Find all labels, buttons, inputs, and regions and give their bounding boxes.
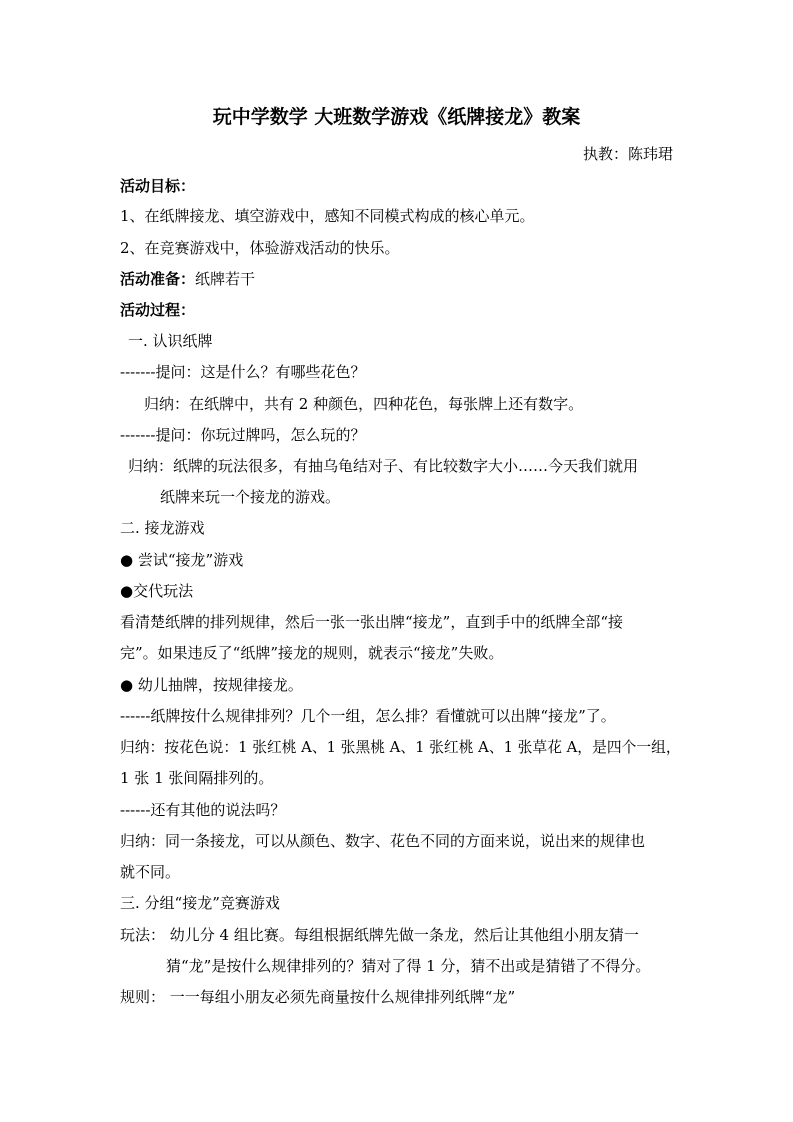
section-1-question-1: -------提问：这是什么？有哪些花色？	[120, 363, 366, 381]
section-1-question-2: -------提问：你玩过牌吗，怎么玩的？	[120, 426, 366, 444]
goal-2: 2、在竞赛游戏中，体验游戏活动的快乐。	[120, 239, 400, 257]
section-1-answer-1: 归纳：在纸牌中，共有 2 种颜色，四种花色，每张牌上还有数字。	[144, 395, 584, 413]
prep-label: 活动准备：	[120, 270, 196, 288]
section-2-answer-1-line-1: 归纳：按花色说：1 张红桃 A、1 张黑桃 A、1 张红桃 A、1 张草花 A，是四个一组，	[120, 738, 681, 756]
goals-heading: 活动目标：	[120, 177, 196, 195]
section-2-paragraph-line-1: 看清楚纸牌的排列规律，然后一张一张出牌“接龙”，直到手中的纸牌全部“接	[120, 613, 624, 631]
process-heading: 活动过程：	[120, 301, 196, 319]
section-2-bullet-1: ● 尝试“接龙”游戏	[120, 551, 244, 569]
section-2-answer-1-line-2: 1 张 1 张间隔排列的。	[120, 769, 274, 787]
prep-text: 纸牌若干	[195, 270, 256, 288]
goal-1: 1、在纸牌接龙、填空游戏中，感知不同模式构成的核心单元。	[120, 207, 535, 225]
document-title: 玩中学数学 大班数学游戏《纸牌接龙》教案	[212, 106, 581, 128]
section-2-question-1: ------纸牌按什么规律排列？几个一组，怎么排？看懂就可以出牌“接龙”了。	[120, 707, 616, 725]
section-2-bullet-3: ● 幼儿抽牌，按规律接龙。	[120, 676, 303, 694]
section-2-heading: 二. 接龙游戏	[120, 519, 205, 537]
section-1-answer-2-line-2: 纸牌来玩一个接龙的游戏。	[160, 488, 341, 506]
section-1-heading: 一. 认识纸牌	[128, 332, 213, 350]
section-3-play-line-1: 玩法： 幼儿分 4 组比赛。每组根据纸牌先做一条龙，然后让其他组小朋友猜一	[120, 926, 639, 944]
prep-line	[120, 269, 255, 289]
section-2-answer-2-line-2: 就不同。	[120, 863, 181, 881]
section-2-answer-2-line-1: 归纳：同一条接龙，可以从颜色、数字、花色不同的方面来说，说出来的规律也	[120, 832, 646, 850]
section-2-paragraph-line-2: 完”。如果违反了“纸牌”接龙的规则，就表示“接龙”失败。	[120, 644, 504, 662]
section-3-play-line-2: 猜“龙”是按什么规律排列的？猜对了得 1 分，猜不出或是猜错了不得分。	[166, 957, 651, 975]
section-3-heading: 三. 分组“接龙”竞赛游戏	[120, 894, 280, 912]
section-2-question-2: ------还有其他的说法吗？	[120, 801, 286, 819]
section-2-bullet-2: ●交代玩法	[120, 582, 194, 600]
section-1-answer-2-line-1: 归纳：纸牌的玩法很多，有抽乌龟结对子、有比较数字大小……今天我们就用	[128, 457, 639, 475]
author-line: 执教：陈玮珺	[582, 145, 673, 163]
section-3-rule: 规则： 一一每组小朋友必须先商量按什么规律排列纸牌“龙”	[120, 988, 516, 1006]
